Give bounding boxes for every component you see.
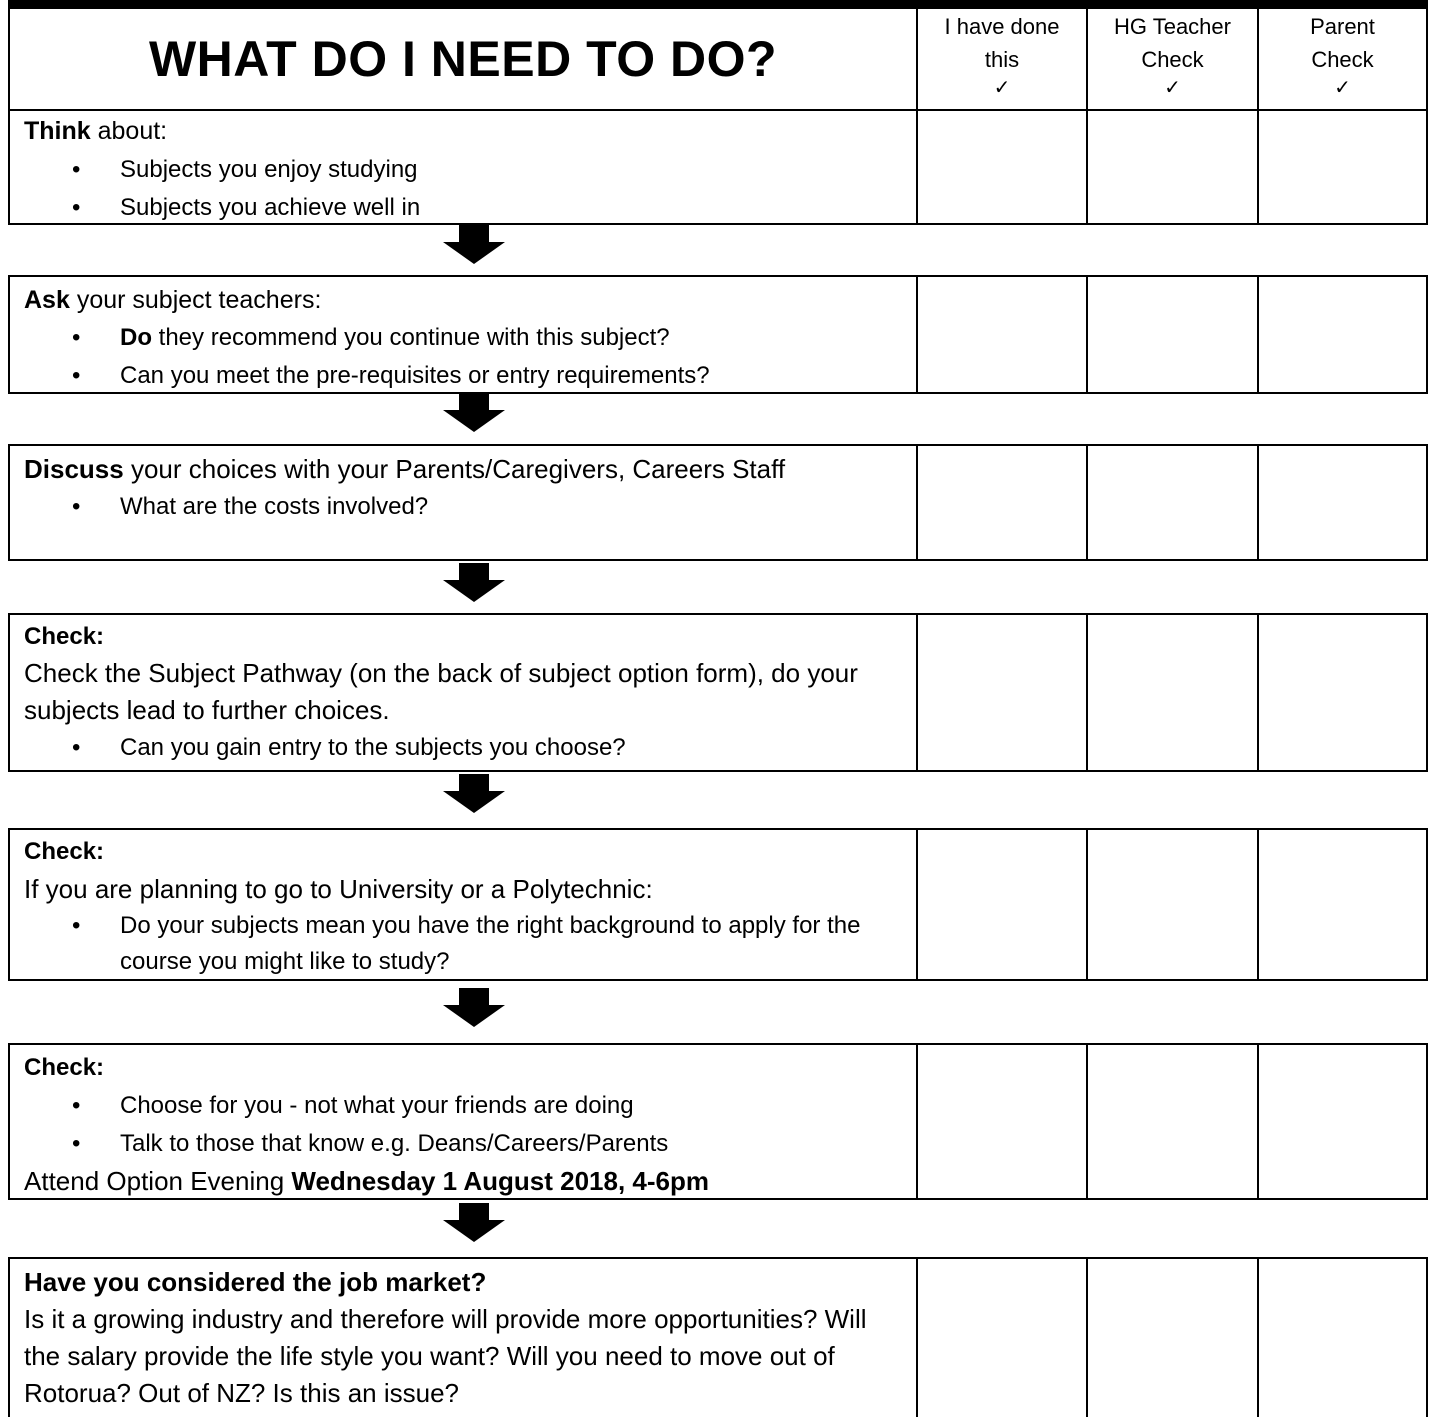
step-content bbox=[10, 830, 918, 979]
option-evening-date: Wednesday 1 August 2018, 4-6pm bbox=[291, 1166, 709, 1196]
parent-check-box[interactable] bbox=[1259, 446, 1426, 559]
teacher-check-box[interactable] bbox=[1088, 1259, 1259, 1417]
parent-check-box[interactable] bbox=[1259, 277, 1426, 392]
list-item: • What are the costs involved? bbox=[24, 488, 902, 526]
bullet-bold: Do bbox=[120, 324, 152, 351]
option-evening-line bbox=[24, 1163, 902, 1198]
column-header-line1: HG Teacher bbox=[1114, 14, 1231, 39]
step-lead-text: your choices with your Parents/Caregivers, Careers Staff bbox=[123, 454, 786, 484]
step-text: Is it a growing industry and therefore will provide more opportunities? Will the salary provide the life style you want? Will you need to move out of Rotorua? Out of NZ? Is this an issue? bbox=[24, 1304, 867, 1408]
tick-icon: ✓ bbox=[993, 77, 1011, 99]
teacher-check-box[interactable] bbox=[1088, 1045, 1259, 1198]
step-lead-bold: Think bbox=[24, 117, 91, 145]
column-header-teacher bbox=[1088, 9, 1259, 109]
tick-icon: ✓ bbox=[1164, 77, 1181, 99]
column-header-line2: this bbox=[984, 47, 1020, 72]
column-header-line2: Check bbox=[1311, 47, 1374, 72]
step-heading: Check: bbox=[24, 1054, 105, 1081]
column-header-parent bbox=[1259, 9, 1426, 109]
step-content bbox=[10, 1259, 918, 1417]
tick-icon: ✓ bbox=[1334, 77, 1351, 99]
student-check-box[interactable] bbox=[918, 446, 1088, 559]
bullet-list bbox=[24, 319, 902, 392]
step-heading: Check: bbox=[24, 623, 105, 650]
list-item: • Do your subjects mean you have the right background to apply for the course you might like to study? bbox=[24, 908, 902, 979]
list-item: • Subjects you enjoy studying bbox=[24, 151, 902, 189]
step-content bbox=[10, 1045, 918, 1198]
bullet-list bbox=[24, 908, 902, 979]
step-job-market-row bbox=[8, 1257, 1428, 1417]
parent-check-box[interactable] bbox=[1259, 1259, 1426, 1417]
step-lead-bold: Discuss bbox=[24, 454, 124, 484]
checklist-header-row bbox=[8, 7, 1428, 111]
student-check-box[interactable] bbox=[918, 277, 1088, 392]
step-check-pathway-row bbox=[8, 613, 1428, 772]
step-heading: Have you considered the job market? bbox=[24, 1267, 487, 1297]
list-item: • Can you gain entry to the subjects you choose? bbox=[24, 729, 902, 767]
step-heading: Check: bbox=[24, 838, 105, 865]
bullet-list bbox=[24, 488, 902, 526]
step-content bbox=[10, 615, 918, 770]
teacher-check-box[interactable] bbox=[1088, 111, 1259, 223]
bullet-list bbox=[24, 729, 902, 767]
column-header-line1: Parent bbox=[1310, 14, 1375, 39]
student-check-box[interactable] bbox=[918, 1259, 1088, 1417]
list-item: • Choose for you - not what your friends are doing bbox=[24, 1087, 902, 1125]
student-check-box[interactable] bbox=[918, 830, 1088, 979]
step-check-option-evening-row bbox=[8, 1043, 1428, 1200]
step-lead-text: your subject teachers: bbox=[69, 286, 322, 314]
step-text: Check the Subject Pathway (on the back of subject option form), do your subjects lead to further choices. bbox=[24, 658, 858, 725]
step-discuss-row bbox=[8, 444, 1428, 561]
bullet-text: they recommend you continue with this subject? bbox=[152, 324, 670, 351]
teacher-check-box[interactable] bbox=[1088, 277, 1259, 392]
column-header-student bbox=[918, 9, 1088, 109]
option-evening-text: Attend Option Evening bbox=[24, 1166, 292, 1196]
step-content bbox=[10, 277, 918, 392]
parent-check-box[interactable] bbox=[1259, 615, 1426, 770]
step-content bbox=[10, 446, 918, 559]
parent-check-box[interactable] bbox=[1259, 1045, 1426, 1198]
column-header-line1: I have done bbox=[944, 14, 1060, 39]
step-think-row bbox=[8, 109, 1428, 225]
step-text: If you are planning to go to University or a Polytechnic: bbox=[24, 874, 653, 904]
step-check-university-row bbox=[8, 828, 1428, 981]
parent-check-box[interactable] bbox=[1259, 111, 1426, 223]
teacher-check-box[interactable] bbox=[1088, 446, 1259, 559]
list-item: • Can you meet the pre-requisites or entry requirements? bbox=[24, 357, 902, 392]
step-lead-text: about: bbox=[90, 117, 168, 145]
column-header-line2: Check bbox=[1141, 47, 1204, 72]
list-item bbox=[24, 319, 902, 357]
student-check-box[interactable] bbox=[918, 111, 1088, 223]
list-item: • Subjects you achieve well in bbox=[24, 189, 902, 223]
bullet-list bbox=[24, 1087, 902, 1163]
student-check-box[interactable] bbox=[918, 615, 1088, 770]
page-title: WHAT DO I NEED TO DO? bbox=[10, 9, 918, 109]
teacher-check-box[interactable] bbox=[1088, 615, 1259, 770]
step-ask-row bbox=[8, 275, 1428, 394]
step-content bbox=[10, 111, 918, 223]
list-item: • Talk to those that know e.g. Deans/Careers/Parents bbox=[24, 1125, 902, 1163]
parent-check-box[interactable] bbox=[1259, 830, 1426, 979]
bullet-list bbox=[24, 151, 902, 223]
step-lead-bold: Ask bbox=[24, 286, 70, 314]
student-check-box[interactable] bbox=[918, 1045, 1088, 1198]
teacher-check-box[interactable] bbox=[1088, 830, 1259, 979]
